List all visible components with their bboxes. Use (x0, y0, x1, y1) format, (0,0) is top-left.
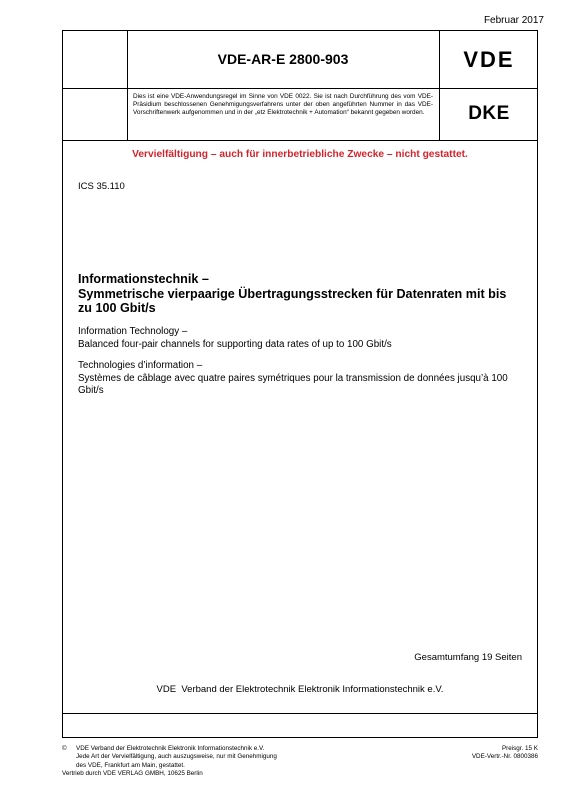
german-title-line1: Informationstechnik – (78, 272, 209, 286)
order-number: VDE-Vertr.-Nr. 0800386 (471, 753, 538, 761)
frame-divider (63, 713, 537, 714)
english-title-line2: Balanced four-pair channels for supporting data rates of up to 100 Gbit/s (78, 338, 392, 350)
dke-logo: DKE (468, 103, 510, 124)
ics-code: ICS 35.110 (78, 181, 125, 192)
french-title-line1: Technologies d’information – (78, 360, 203, 371)
copy-warning: Vervielfältigung – auch für innerbetriebliche Zwecke – nicht gestattet. (132, 149, 468, 160)
copyright-footer (62, 745, 332, 778)
copyright-line: Jede Art der Vervielfältigung, auch auszugsweise, nur mit Genehmigung (76, 753, 277, 761)
french-title-line2: Systèmes de câblage avec quatre paires symétriques pour la transmission de données jusqu’à 100 Gbit/s (78, 372, 508, 397)
frame-divider (63, 140, 537, 141)
distribution-line: Vertrieb durch VDE VERLAG GMBH, 10625 Berlin (62, 769, 203, 777)
price-group: Preisgr. 15 K (501, 745, 538, 752)
copyright-icon: © (62, 745, 67, 752)
price-info (472, 745, 538, 762)
english-title-line1: Information Technology – (78, 326, 188, 337)
publication-notice: Dies ist eine VDE-Anwendungsregel im Sinne von VDE 0022. Sie ist nach Durchführung des vom VDE-Präsidium beschlossenen Genehmigungsverfahrens unter der oben angeführten Nummer in das VDE-Vorschriftenwerk aufgenommen und in der „etz Elektrotechnik + Automation“ bekannt gegeben worden. (133, 93, 433, 117)
vde-logo (440, 30, 538, 88)
publisher-name: VDE Verband der Elektrotechnik Elektronik Informationstechnik e.V. (156, 684, 444, 695)
copyright-line: VDE Verband der Elektrotechnik Elektronik Informationstechnik e.V. (76, 745, 265, 752)
english-title (78, 326, 523, 351)
total-pages: Gesamtumfang 19 Seiten (414, 652, 522, 663)
german-title-line2: Symmetrische vierpaarige Übertragungsstrecken für Datenraten mit bis zu 100 Gbit/s (78, 286, 507, 316)
document-number: VDE-AR-E 2800-903 (217, 51, 349, 67)
issue-date: Februar 2017 (483, 15, 544, 26)
vde-logo-text: VDE (463, 47, 515, 71)
french-title (78, 360, 528, 398)
vde-logo-icon (453, 47, 525, 71)
copyright-line: des VDE, Frankfurt am Main, gestattet. (76, 761, 185, 769)
german-title (78, 272, 523, 316)
